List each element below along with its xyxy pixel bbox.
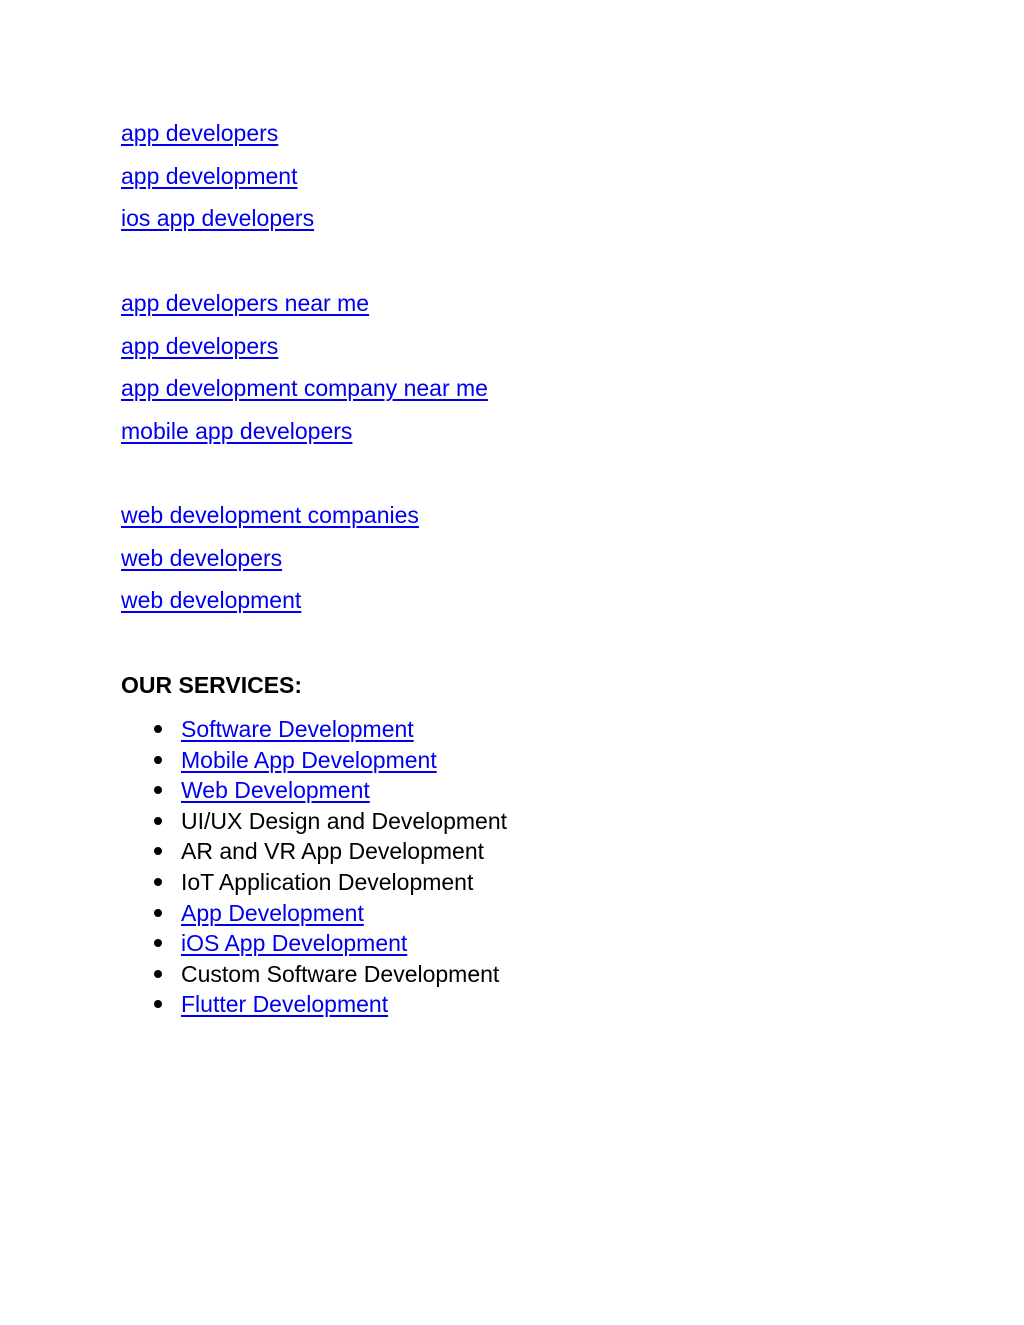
list-item	[121, 546, 419, 589]
service-link[interactable]: Software Development	[181, 716, 414, 742]
bullet-icon	[154, 817, 162, 825]
list-item	[121, 503, 419, 546]
list-item	[121, 588, 419, 631]
keyword-link[interactable]: web developers	[121, 544, 283, 571]
list-item	[121, 376, 488, 419]
service-item	[121, 992, 507, 1023]
list-item	[121, 121, 314, 164]
service-label: Custom Software Development	[181, 960, 500, 987]
link-group-web	[121, 503, 419, 631]
bullet-icon	[154, 970, 162, 978]
service-item	[121, 717, 507, 748]
bullet-icon	[154, 847, 162, 855]
list-item	[121, 291, 488, 334]
service-label: UI/UX Design and Development	[181, 807, 507, 834]
bullet-icon	[154, 1000, 162, 1008]
service-label: IoT Application Development	[181, 868, 474, 895]
bullet-icon	[154, 909, 162, 917]
service-link[interactable]: Web Development	[181, 777, 370, 804]
bullet-icon	[154, 756, 162, 764]
keyword-link[interactable]: app developers	[121, 120, 279, 146]
service-item	[121, 931, 507, 962]
bullet-icon	[154, 786, 162, 794]
keyword-link[interactable]: web development	[121, 587, 302, 613]
services-heading: OUR SERVICES:	[121, 672, 303, 698]
service-item	[121, 809, 507, 840]
list-item	[121, 334, 488, 377]
service-item	[121, 901, 507, 932]
keyword-link[interactable]: web development companies	[121, 502, 419, 528]
service-item	[121, 870, 507, 901]
keyword-link[interactable]: app development	[121, 162, 298, 189]
link-group-app-near-me	[121, 291, 488, 461]
service-link[interactable]: App Development	[181, 899, 364, 926]
list-item	[121, 164, 314, 207]
keyword-link[interactable]: ios app developers	[121, 205, 315, 231]
keyword-link[interactable]: app developers near me	[121, 290, 370, 316]
link-group-app	[121, 121, 314, 249]
service-label: AR and VR App Development	[181, 838, 485, 865]
service-link[interactable]: iOS App Development	[181, 930, 408, 957]
bullet-icon	[154, 725, 162, 733]
service-item	[121, 962, 507, 993]
keyword-link[interactable]: app development company near me	[121, 375, 488, 401]
keyword-link[interactable]: mobile app developers	[121, 417, 353, 444]
bullet-icon	[154, 878, 162, 886]
service-item	[121, 748, 507, 779]
services-list	[121, 717, 507, 1023]
service-item	[121, 778, 507, 809]
service-link[interactable]: Flutter Development	[181, 991, 389, 1018]
service-link[interactable]: Mobile App Development	[181, 746, 437, 773]
keyword-link[interactable]: app developers	[121, 332, 279, 359]
list-item	[121, 419, 488, 462]
bullet-icon	[154, 939, 162, 947]
service-item	[121, 839, 507, 870]
list-item	[121, 206, 314, 249]
